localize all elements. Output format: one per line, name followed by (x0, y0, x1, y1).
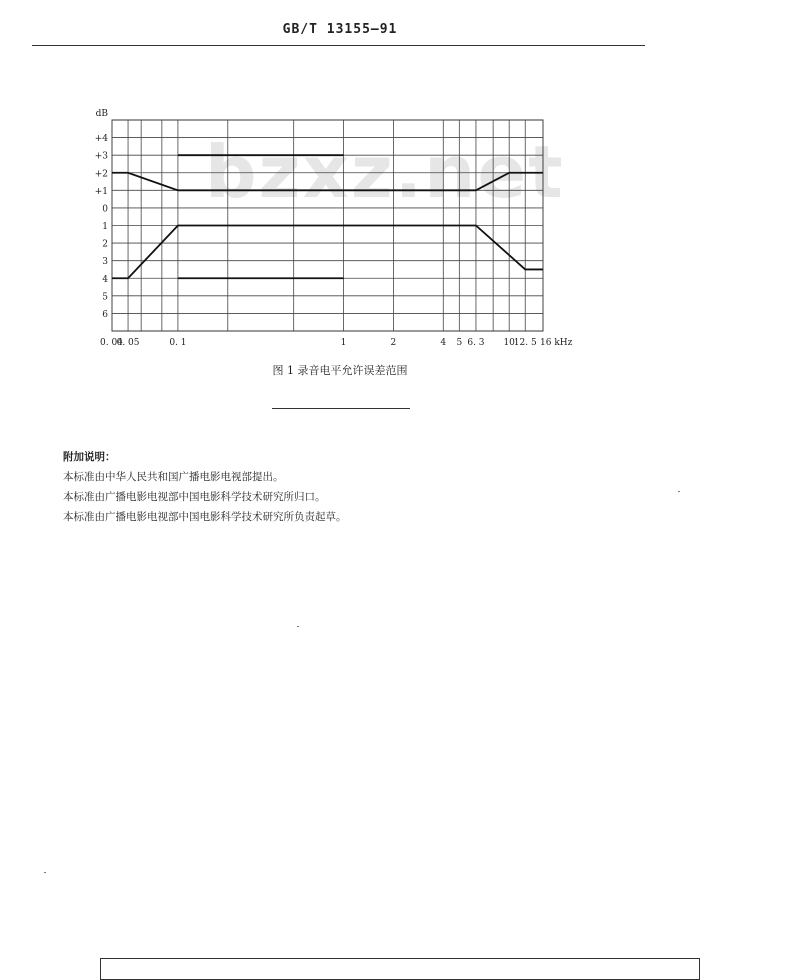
y-axis-label: dB (95, 109, 108, 119)
y-tick-label: +2 (94, 169, 108, 180)
y-tick-label: 3 (102, 257, 108, 268)
bottom-frame (100, 958, 700, 980)
tolerance-line (112, 173, 543, 191)
notes-line: 本标准由中华人民共和国广播电影电视部提出。 (63, 471, 284, 483)
x-tick-label: 6. 3 (467, 338, 485, 348)
y-tick-label: +3 (94, 151, 108, 162)
notes-line: 本标准由广播电影电视部中国电影科学技术研究所归口。 (63, 491, 326, 503)
y-tick-label: 0 (102, 204, 108, 215)
x-tick-label: 2 (390, 338, 397, 348)
x-tick-label: 10 (503, 338, 515, 348)
y-tick-label: +1 (94, 186, 108, 197)
notes-line: 本标准由广播电影电视部中国电影科学技术研究所负责起草。 (63, 511, 347, 523)
x-tick-label: 0. 05 (116, 338, 140, 348)
scan-speck (678, 491, 680, 492)
notes-heading: 附加说明： (63, 451, 116, 463)
y-tick-label: 2 (102, 239, 108, 250)
x-tick-label: 5 (456, 338, 463, 348)
x-tick-label: 12. 5 (513, 338, 537, 348)
scan-speck (297, 626, 299, 627)
figure-caption: 图 1 录音电平允许误差范围 (272, 364, 408, 377)
x-tick-label: 0. 1 (169, 338, 187, 348)
y-tick-label: 6 (102, 309, 108, 320)
scan-speck (44, 872, 46, 873)
x-tick-label: 1 (340, 338, 347, 348)
y-tick-label: 5 (102, 292, 108, 303)
y-tick-label: +4 (94, 134, 108, 145)
tolerance-line (112, 226, 543, 279)
x-tick-label: 4 (440, 338, 447, 348)
level-tolerance-chart (0, 0, 800, 400)
x-tick-label: 0. 04 (100, 338, 123, 348)
y-tick-label: 4 (102, 274, 108, 285)
y-tick-label: 1 (102, 222, 108, 232)
x-tick-label: 16 kHz (540, 338, 573, 348)
standard-number: GB/T 13155—91 (282, 22, 398, 37)
additional-notes (63, 447, 347, 527)
watermark-text: bzxz.net (205, 130, 565, 214)
section-divider (272, 408, 410, 409)
